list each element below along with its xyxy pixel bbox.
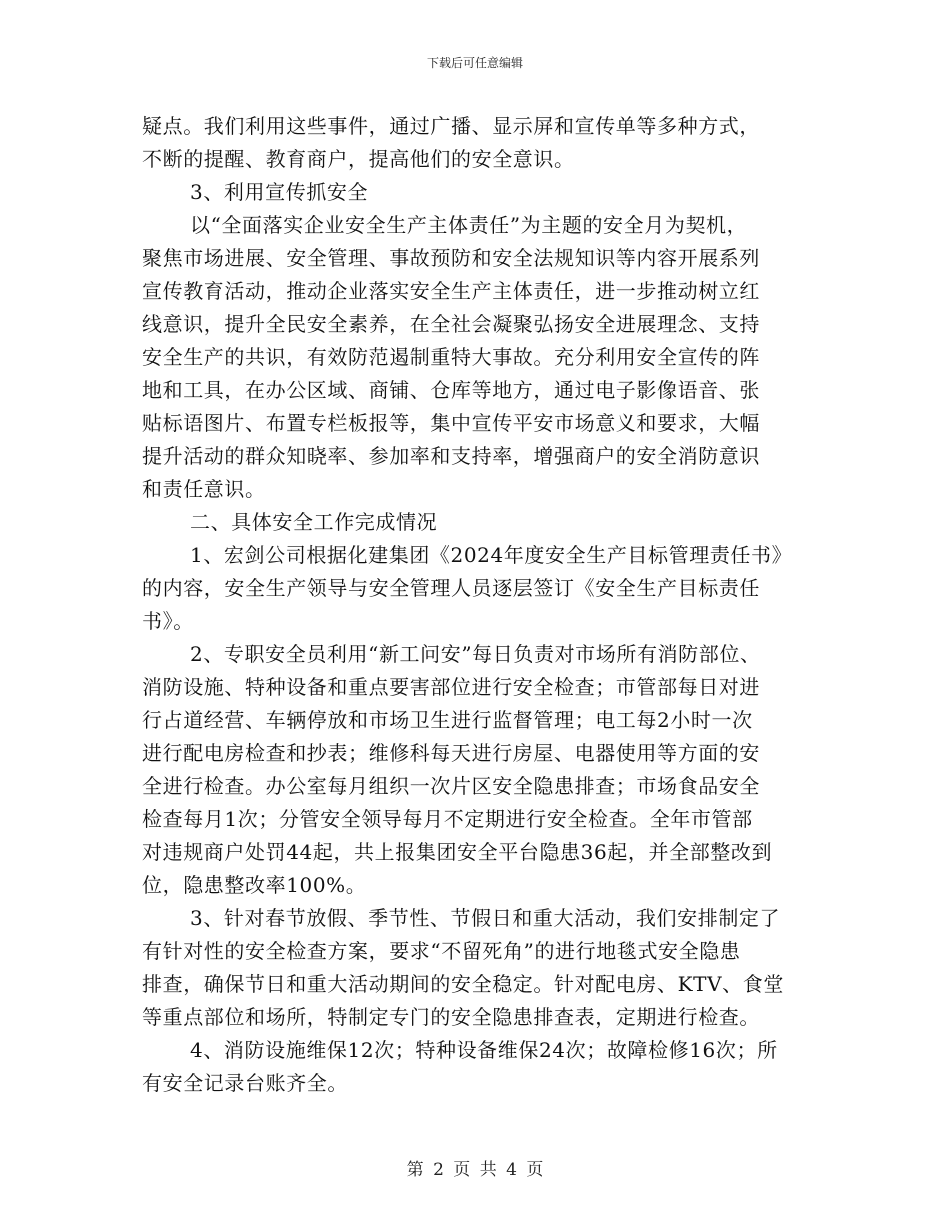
body-line: 3、针对春节放假、季节性、节假日和重大活动，我们安排制定了: [190, 906, 781, 930]
body-line: 排查，确保节日和重大活动期间的安全稳定。针对配电房、KTV、食堂: [142, 972, 784, 996]
document-body: [142, 110, 812, 1100]
body-line: 行占道经营、车辆停放和市场卫生进行监督管理；电工每2小时一次: [142, 708, 753, 732]
body-line: 进行配电房检查和抄表；维修科每天进行房屋、电器使用等方面的安: [142, 741, 760, 765]
body-line: 地和工具，在办公区域、商铺、仓库等地方，通过电子影像语音、张: [142, 378, 760, 402]
body-line: 聚焦市场进展、安全管理、事故预防和安全法规知识等内容开展系列: [142, 246, 760, 270]
body-line: 检查每月1次；分管安全领导每月不定期进行安全检查。全年市管部: [142, 807, 753, 831]
body-line: 以“全面落实企业安全生产主体责任”为主题的安全月为契机，: [190, 213, 748, 237]
body-line: 和责任意识。: [142, 477, 266, 501]
body-line: 等重点部位和场所，特制定专门的安全隐患排查表，定期进行检查。: [142, 1005, 760, 1029]
section-heading: 二、具体安全工作完成情况: [190, 510, 438, 534]
body-line: 不断的提醒、教育商户，提高他们的安全意识。: [142, 147, 575, 171]
body-line: 消防设施、特种设备和重点要害部位进行安全检查；市管部每日对进: [142, 675, 760, 699]
body-line: 4、消防设施维保12次；特种设备维保24次；故障检修16次；所: [190, 1038, 778, 1062]
body-line: 2、专职安全员利用“新工问安”每日负责对市场所有消防部位、: [190, 642, 761, 666]
body-line: 位，隐患整改率100%。: [142, 873, 367, 897]
body-line: 对违规商户处罚44起，共上报集团安全平台隐患36起，并全部整改到: [142, 840, 773, 864]
body-line: 有针对性的安全检查方案，要求“不留死角”的进行地毯式安全隐患: [142, 939, 741, 963]
body-line: 线意识，提升全民安全素养，在全社会凝聚弘扬安全进展理念、支持: [142, 312, 760, 336]
section-heading: 3、利用宣传抓安全: [190, 180, 369, 204]
page-number-footer: 第 2 页 共 4 页: [406, 1160, 544, 1180]
body-line: 全进行检查。办公室每月组织一次片区安全隐患排查；市场食品安全: [142, 774, 760, 798]
body-line: 1、宏剑公司根据化建集团《2024年度安全生产目标管理责任书》: [190, 543, 793, 567]
body-line: 书》。: [142, 609, 194, 633]
header-note: 下载后可任意编辑: [426, 56, 523, 70]
body-line: 贴标语图片、布置专栏板报等，集中宣传平安市场意义和要求，大幅: [142, 411, 760, 435]
body-line: 的内容，安全生产领导与安全管理人员逐层签订《安全生产目标责任: [142, 576, 760, 600]
body-line: 疑点。我们利用这些事件，通过广播、显示屏和宣传单等多种方式，: [142, 114, 760, 138]
body-line: 宣传教育活动，推动企业落实安全生产主体责任，进一步推动树立红: [142, 279, 760, 303]
body-line: 提升活动的群众知晓率、参加率和支持率，增强商户的安全消防意识: [142, 444, 760, 468]
body-line: 有安全记录台账齐全。: [142, 1071, 348, 1095]
body-line: 安全生产的共识，有效防范遏制重特大事故。充分利用安全宣传的阵: [142, 345, 760, 369]
